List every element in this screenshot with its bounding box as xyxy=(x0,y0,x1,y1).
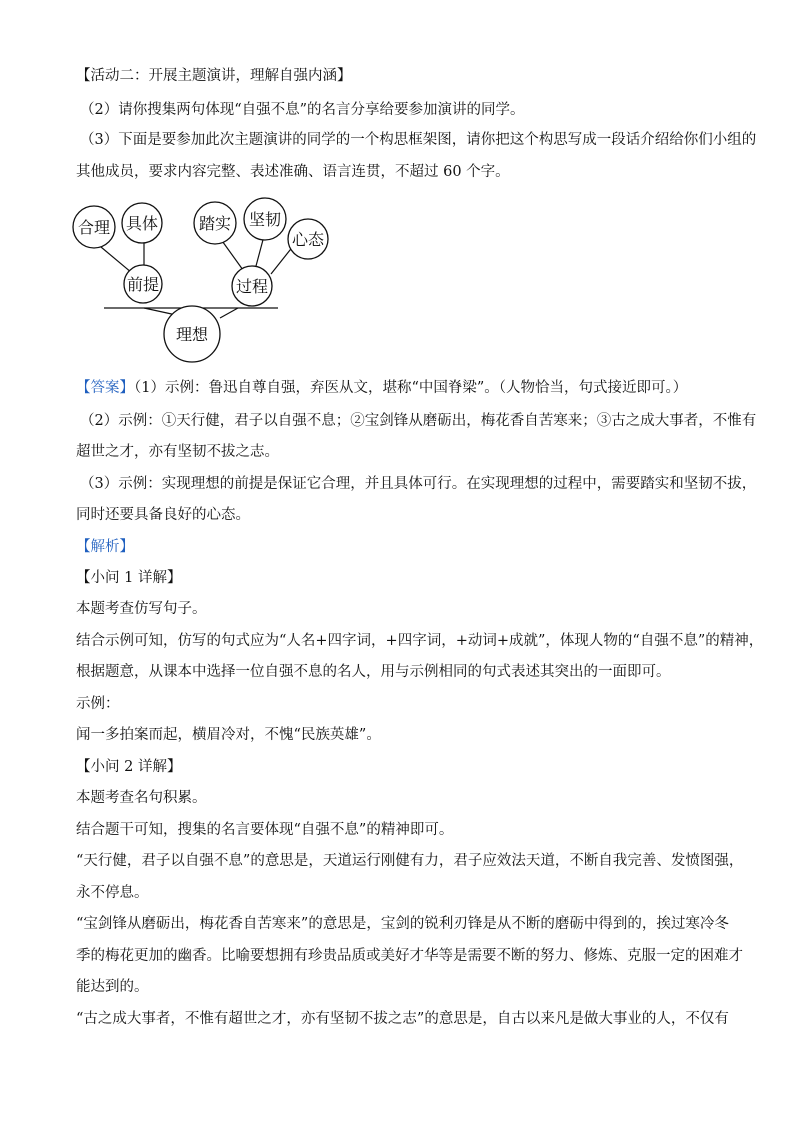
node-process-child-3 xyxy=(288,219,328,259)
node-root-label: 理想 xyxy=(175,325,209,344)
answer-1: （1）示例：鲁迅自尊自强，弃医从文，堪称“中国脊梁”。（人物恰当，句式接近即可。） xyxy=(134,380,688,396)
sub-question-1-line-5: 闻一多拍案而起，横眉冷对，不愧“民族英雄”。 xyxy=(76,727,381,743)
sub-question-1-line-2: 结合示例可知，仿写的句式应为“人名+四字词，+四字词，+动词+成就”，体现人物的“自强不息”的精神， xyxy=(76,633,764,649)
sub-question-2-line-2: 结合题干可知，搜集的名言要体现“自强不息”的精神即可。 xyxy=(76,822,454,838)
answer-2-line-1: （2）示例：①天行健，君子以自强不息；②宝剑锋从磨砺出，梅花香自苦寒来；③古之成大事者，不惟有 xyxy=(80,413,757,429)
node-process-child-1-label: 踏实 xyxy=(198,214,232,233)
answer-line-1 xyxy=(76,378,726,398)
concept-tree-diagram xyxy=(60,190,325,370)
node-root xyxy=(164,306,220,362)
node-process-child-3-label: 心态 xyxy=(291,230,325,249)
answer-2-line-2: 超世之才，亦有坚韧不拔之志。 xyxy=(76,444,279,460)
node-premise-child-2-label: 具体 xyxy=(125,214,159,233)
sub-question-1-title: 【小问 1 详解】 xyxy=(76,570,182,586)
sub-question-2-line-6: 季的梅花更加的幽香。比喻要想拥有珍贵品质或美好才华等是需要不断的努力、修炼、克服一定的困难才 xyxy=(76,948,743,964)
node-process xyxy=(232,266,272,306)
node-process-child-2 xyxy=(244,198,286,240)
sub-question-2-line-8: “古之成大事者，不惟有超世之才，亦有坚韧不拔之志”的意思是，自古以来凡是做大事业的人，不仅有 xyxy=(76,1011,729,1027)
analysis-label: 【解析】 xyxy=(76,539,134,555)
sub-question-2-line-3: “天行健，君子以自强不息”的意思是，天道运行刚健有力，君子应效法天道，不断自我完善、发愤图强， xyxy=(76,853,744,869)
answer-3-line-1: （3）示例：实现理想的前提是保证它合理，并且具体可行。在实现理想的过程中，需要踏实和坚韧不拔， xyxy=(80,476,757,492)
node-premise-child-1-label: 合理 xyxy=(77,218,111,237)
concept-tree-svg xyxy=(60,190,325,370)
sub-question-2-title: 【小问 2 详解】 xyxy=(76,759,182,775)
activity-title: 【活动二：开展主题演讲，理解自强内涵】 xyxy=(76,68,352,84)
sub-question-1-line-4: 示例： xyxy=(76,696,120,712)
sub-question-2-line-7: 能达到的。 xyxy=(76,979,149,995)
sub-question-2-line-1: 本题考查名句积累。 xyxy=(76,790,207,806)
answer-3-line-2: 同时还要具备良好的心态。 xyxy=(76,507,250,523)
sub-question-2-line-5: “宝剑锋从磨砺出，梅花香自苦寒来”的意思是，宝剑的锐利刃锋是从不断的磨砺中得到的，挨过寒冷冬 xyxy=(76,916,729,932)
sub-question-1-line-3: 根据题意，从课本中选择一位自强不息的名人，用与示例相同的句式表述其突出的一面即可。 xyxy=(76,664,671,680)
node-premise xyxy=(124,265,162,303)
node-premise-label: 前提 xyxy=(126,275,160,294)
node-process-child-2-label: 坚韧 xyxy=(248,210,282,229)
question-2: （2）请你搜集两句体现“自强不息”的名言分享给要参加演讲的同学。 xyxy=(80,102,525,118)
edge-root-process xyxy=(220,308,238,318)
node-premise-child-1 xyxy=(73,206,115,248)
question-3-line-2: 其他成员，要求内容完整、表述准确、语言连贯，不超过 60 个字。 xyxy=(76,164,510,180)
node-premise-child-2 xyxy=(122,203,162,243)
sub-question-2-line-4: 永不停息。 xyxy=(76,885,149,901)
node-process-label: 过程 xyxy=(235,277,269,296)
sub-question-1-line-1: 本题考查仿写句子。 xyxy=(76,601,207,617)
answer-label: 【答案】 xyxy=(76,380,134,396)
question-3-line-1: （3）下面是要参加此次主题演讲的同学的一个构思框架图，请你把这个构思写成一段话介绍给你们小组的 xyxy=(80,132,757,148)
node-process-child-1 xyxy=(194,202,236,244)
